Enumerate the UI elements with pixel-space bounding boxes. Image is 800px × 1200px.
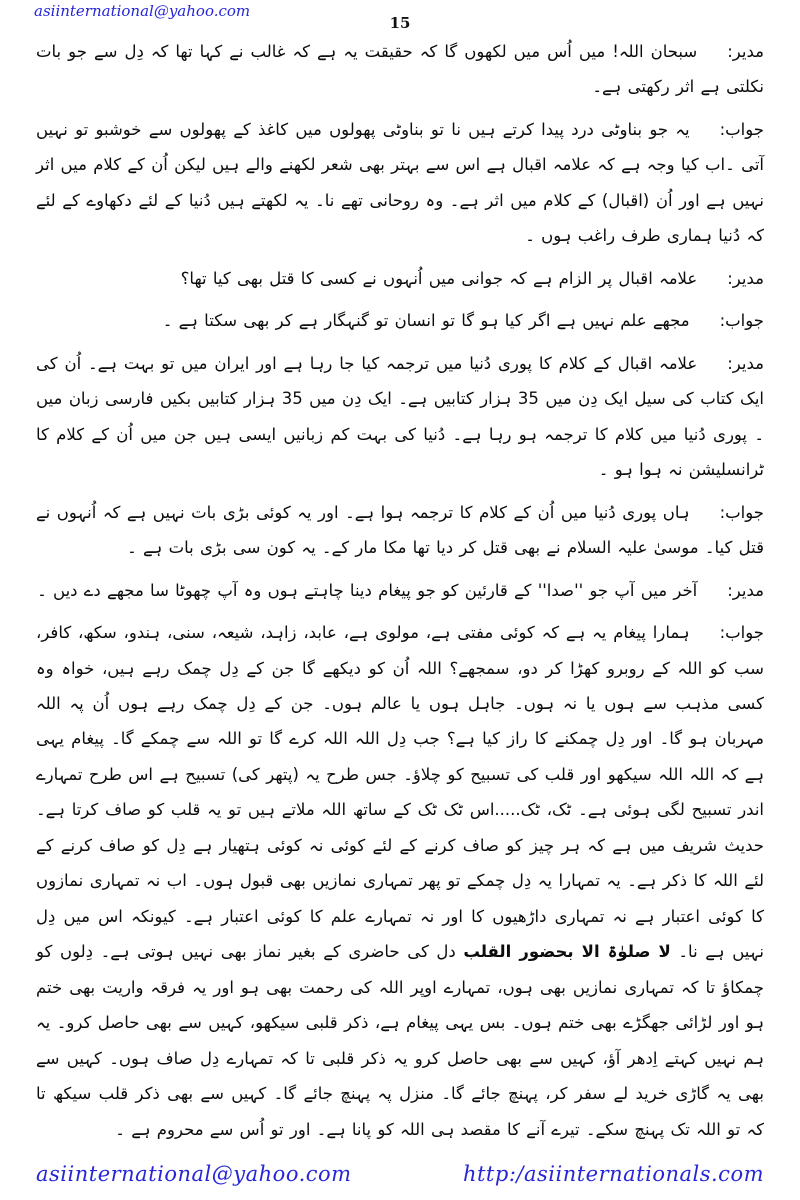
dialog-entry [36,346,764,488]
speaker-label: جواب: [719,502,764,522]
dialog-text: آخر میں آپ جو ''صدا'' کے قارئین کو جو پیغام دینا چاہتے ہوں وہ آپ چھوٹا سا مجھے دے دیں ۔ [37,580,698,600]
dialog-text: سبحان اللہ! میں اُس میں لکھوں گا کہ حقیقت یہ ہے کہ غالب نے کہا تھا کہ دِل سے جو بات نکلتی ہے اثر رکھتی ہے۔ [36,42,764,97]
dialog-entry [36,573,764,608]
header-email-link[interactable]: asiinternational@yahoo.com [34,2,251,20]
speaker-label: مدیر: [727,353,764,373]
speaker-label: مدیر: [727,42,764,61]
dialog-text: علامہ اقبال پر الزام ہے کہ جوانی میں اُنہوں نے کسی کا قتل بھی کیا تھا؟ [180,268,698,288]
dialog-entry [36,495,764,566]
dialog-entry [36,261,764,296]
speaker-label: جواب: [719,623,764,643]
dialog-entry [36,34,764,105]
dialog-text: یہ جو بناوٹی درد پیدا کرتے ہیں نا تو بناوٹی پھولوں میں کاغذ کے پھولوں سے خوشبو تو نہیں آتی ۔اب کیا وجہ ہے کہ علامہ اقبال ہے اس سے بہتر بھی شعر لکھنے والے ہیں لیکن اُن کے کلام میں اثر نہیں ہے اور اُن (اقبال) کے کلام میں اثر ہے۔ وہ روحانی تھے نا۔ یہ لکھتے ہیں دُنیا کے لئے دکھاوے کے لئے کہ دُنیا ہماری طرف راغب ہوں ۔ [36,119,764,246]
interview-body [36,34,764,1154]
dialog-text: علامہ اقبال کے کلام کا پوری دُنیا میں ترجمہ کیا جا رہا ہے اور ایران میں تو بہت ہے۔ اُن کی ایک کتاب کی سیل ایک دِن میں 35 ہزار کتابیں ہے۔ ایک دِن میں 35 ہزار کتابیں بکیں فارسی زبان میں ۔ پوری دُنیا میں کلام کا ترجمہ ہو رہا ہے۔ دُنیا کی بہت کم زبانیں ایسی ہیں جن میں اُن کے کلام کا ٹرانسلیشن نہ ہوا ہو ۔ [36,353,764,480]
hadith-quote: لا صلوٰۃ الا بحضور القلب [463,942,671,962]
dialog-text: مجھے علم نہیں ہے اگر کیا ہو گا تو انسان تو گنہگار ہے کر بھی سکتا ہے ۔ [162,311,690,331]
dialog-entry [36,112,764,254]
dialog-text: ہمارا پیغام یہ ہے کہ کوئی مفتی ہے، مولوی ہے، عابد، زاہد، شیعہ، سنی، ہندو، سکھ، کافر، سب کو اللہ کے روبرو کھڑا کر دو، سمجھے؟ اللہ اُن کو دیکھے گا جن کے دِل چمک رہے ہیں، خواہ وہ کسی مذہب سے ہوں یا نہ ہوں۔ جاہل ہوں یا عالم ہوں۔ جن کے دِل چمک رہے ہوں اُن پہ اللہ مہربان ہو گا۔ اور دِل چمکنے کا راز کیا ہے؟ جب دِل اللہ اللہ کرے گا تو اللہ سے چمکے گا۔ پیغام یہی ہے کہ اللہ اللہ سیکھو اور قلب کی تسبیح کو چلاؤ۔ جس طرح یہ (پتھر کی) تسبیح ہے اس طرح تمہارے اندر تسبیح لگی ہوئی ہے۔ ٹک، ٹک.....اس ٹک ٹک کے ساتھ اللہ ملاتے ہیں تو یہ قلب کو صاف کرتا ہے۔ حدیث شریف میں ہے کہ ہر چیز کو صاف کرنے کے لئے کوئی نہ کوئی ہتھیار ہے دِل کو صاف کرنے کے لئے اللہ کا ذکر ہے۔ یہ تمہارا یہ دِل چمکے تو پھر تمہاری نمازیں بھی قبول ہوں۔ اب نہ تمہاری نمازوں کا کوئی اعتبار ہے نہ تمہاری داڑھیوں کا اور نہ تمہارے علم کا کوئی اعتبار ہے۔ کیونکہ اس میں دِل نہیں ہے نا۔ [36,623,764,962]
speaker-label: جواب: [719,119,764,139]
speaker-label: جواب: [719,311,764,331]
footer-url-link[interactable]: http:/asiinternationals.com [462,1162,764,1186]
page-number: 15 [389,14,411,32]
dialog-entry [36,303,764,338]
speaker-label: مدیر: [727,268,764,288]
speaker-label: مدیر: [727,580,764,600]
page-footer [36,1162,764,1186]
dialog-text: دل کی حاضری کے بغیر نماز بھی نہیں ہوتی ہے۔ دِلوں کو چمکاؤ تا کہ تمہاری نمازیں بھی ہوں، تمہارے اوپر اللہ کی رحمت بھی ہو اور یہ فرقہ واریت بھی ختم ہو اور لڑائی جھگڑے بھی ختم ہوں۔ بس یہی پیغام ہے، ذکر قلبی سیکھو، کہیں سے بھی حاصل کرو۔ یہ ہم نہیں کہتے اِدھر آؤ، کہیں سے بھی حاصل کرو یہ ذکر قلبی تا کہ تمہارے دِل صاف ہوں۔ کہیں سے بھی یہ گاڑی خرید لے سفر کر، پہنچ جائے گا۔ منزل پہ پہنچ جائے گا۔ کہیں سے بھی ذکر قلب سیکھ تا کہ تو اللہ تک پہنچ سکے۔ تیرے آنے کا مقصد ہی اللہ کو پانا ہے۔ اور تو اُس سے محروم ہے ۔ [36,942,764,1139]
dialog-entry [36,615,764,1147]
dialog-text: ہاں پوری دُنیا میں اُن کے کلام کا ترجمہ ہوا ہے۔ اور یہ کوئی بڑی بات نہیں ہے کہ اُنہوں نے قتل کیا۔ موسیٰ علیہ السلام نے بھی قتل کر دیا تھا مکا مار کے۔ یہ کون سی بڑی بات ہے ۔ [36,502,764,558]
footer-email-link[interactable]: asiinternational@yahoo.com [36,1162,352,1186]
